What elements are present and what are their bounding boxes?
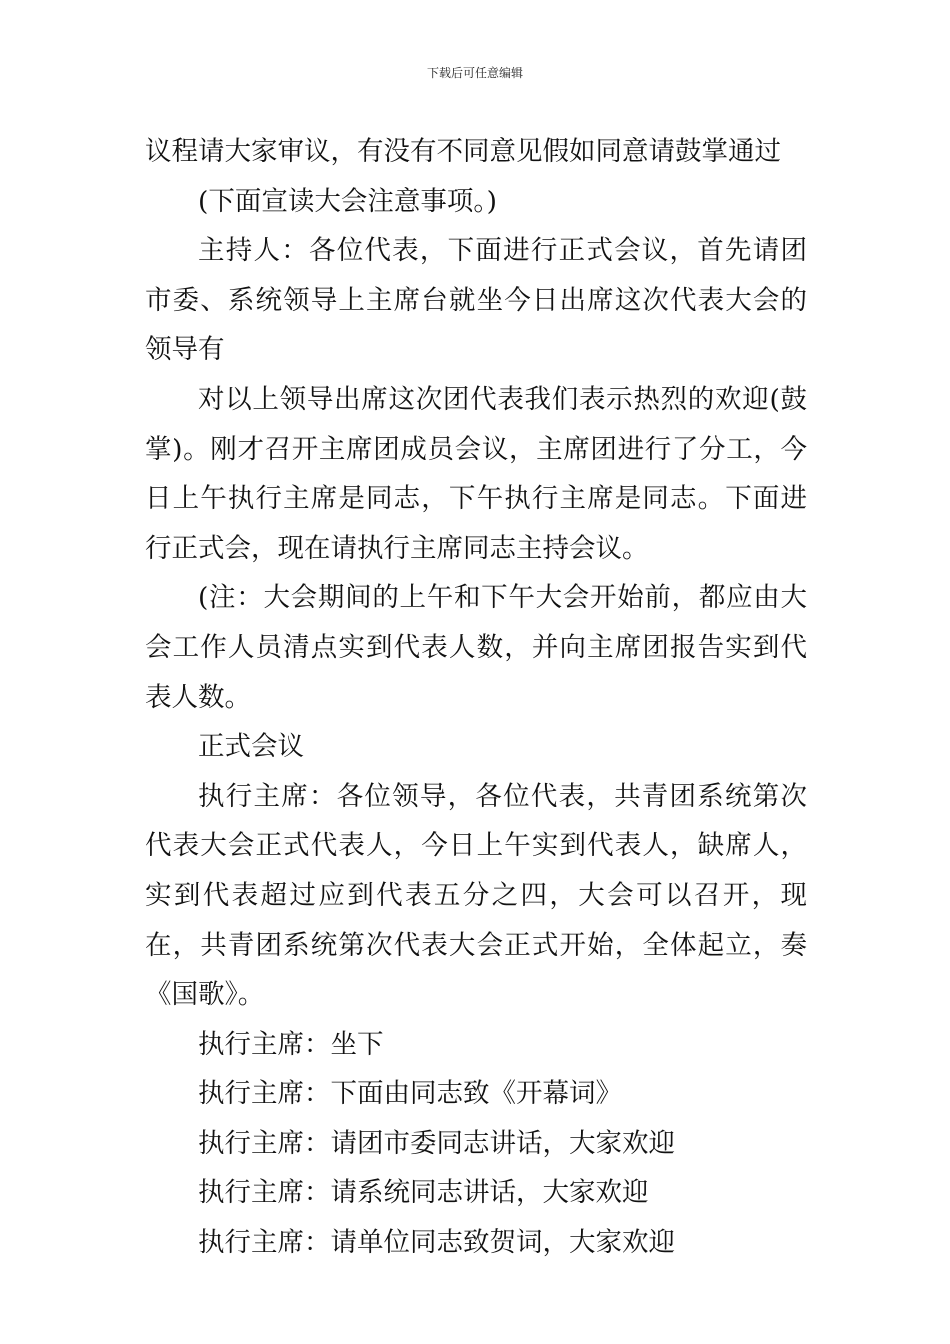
paragraph: 执行主席：各位领导，各位代表，共青团系统第次代表大会正式代表人，今日上午实到代表人，缺席人，实到代表超过应到代表五分之四，大会可以召开，现在，共青团系统第次代表大会正式开始，全体起立，奏《国歌》。 — [145, 780, 807, 1011]
paragraph: 执行主席：请系统同志讲话，大家欢迎 — [198, 1177, 649, 1209]
paragraph: (下面宣读大会注意事项。) — [198, 185, 497, 217]
section-heading: 正式会议 — [198, 731, 304, 763]
paragraph: 议程请大家审议，有没有不同意见假如同意请鼓掌通过 — [145, 136, 781, 167]
document-body — [145, 127, 807, 1268]
paragraph: 主持人：各位代表，下面进行正式会议，首先请团市委、系统领导上主席台就坐今日出席这次代表大会的领导有 — [145, 235, 807, 366]
paragraph: (注：大会期间的上午和下午大会开始前，都应由大会工作人员清点实到代表人数，并向主席团报告实到代表人数。 — [145, 582, 807, 713]
paragraph: 执行主席：下面由同志致《开幕词》 — [198, 1078, 622, 1110]
paragraph: 对以上领导出席这次团代表我们表示热烈的欢迎(鼓掌)。刚才召开主席团成员会议，主席团进行了分工，今日上午执行主席是同志，下午执行主席是同志。下面进行正式会，现在请执行主席同志主持会议。 — [145, 383, 807, 564]
paragraph: 执行主席：请团市委同志讲话，大家欢迎 — [198, 1127, 675, 1159]
paragraph: 执行主席：坐下 — [198, 1028, 384, 1060]
paragraph: 执行主席：请单位同志致贺词，大家欢迎 — [198, 1227, 675, 1259]
page-header: 下载后可任意编辑 — [426, 66, 523, 80]
